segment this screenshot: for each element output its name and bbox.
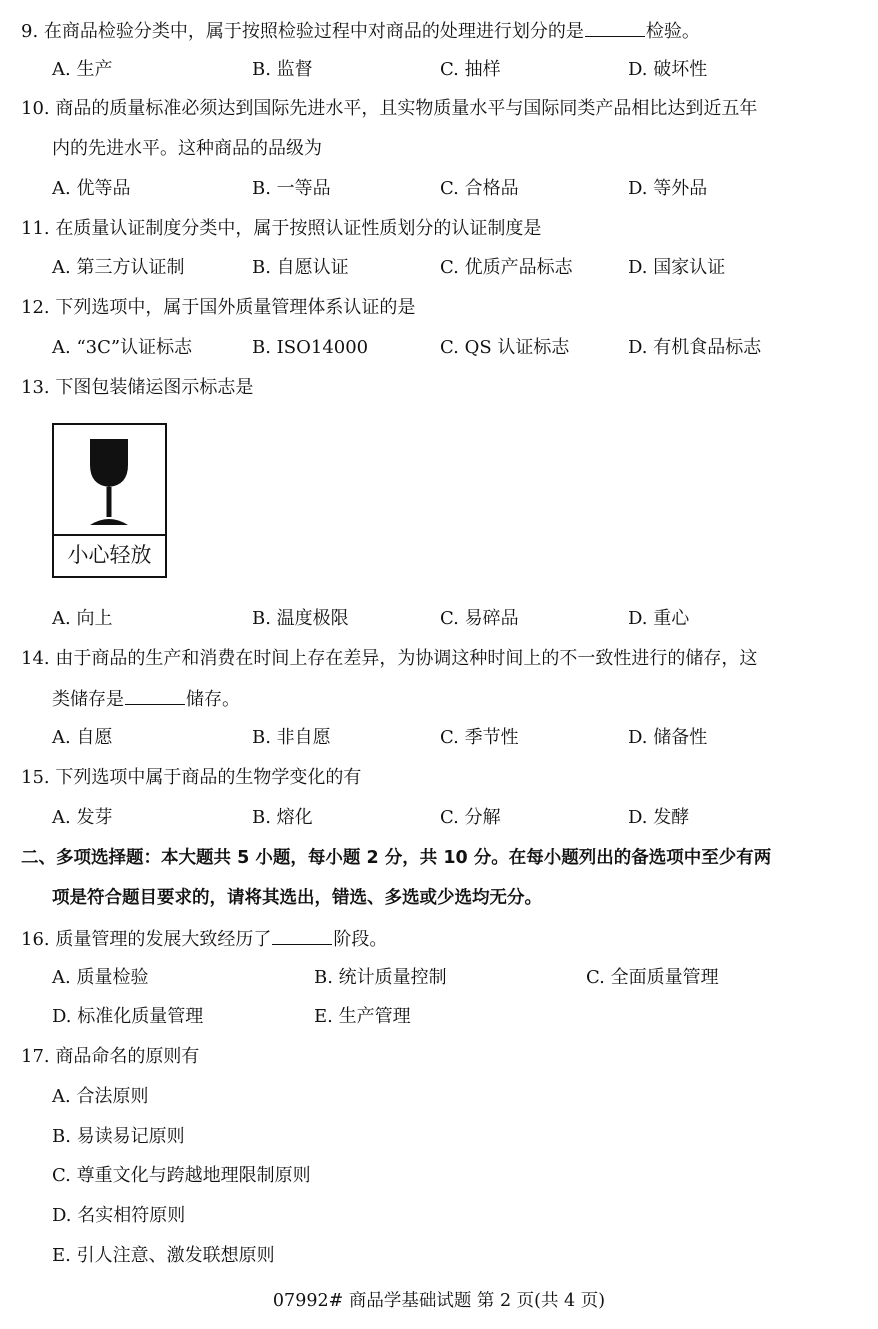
- question-15: 15. 下列选项中属于商品的生物学变化的有: [21, 767, 362, 788]
- page-footer: 07992# 商品学基础试题 第 2 页(共 4 页): [272, 1291, 606, 1311]
- question-14-line1: 14. 由于商品的生产和消费在时间上存在差异，为协调这种时间上的不一致性进行的储存，这: [21, 648, 758, 669]
- option-c: C. 抽样: [440, 59, 501, 80]
- option-d: D. 发酵: [628, 807, 690, 828]
- option-d: D. 等外品: [628, 178, 708, 199]
- question-13: 13. 下图包装储运图示标志是: [21, 377, 254, 398]
- option-a: A. 自愿: [52, 727, 113, 748]
- option-b: B. 温度极限: [252, 608, 349, 629]
- option-b: B. 易读易记原则: [52, 1126, 185, 1147]
- option-b: B. 监督: [252, 59, 313, 80]
- question-17: 17. 商品命名的原则有: [21, 1046, 200, 1067]
- question-16: [21, 926, 387, 952]
- question-11: 11. 在质量认证制度分类中，属于按照认证性质划分的认证制度是: [21, 218, 542, 239]
- option-c: C. 尊重文化与跨越地理限制原则: [52, 1165, 311, 1186]
- question-9-text-end: 检验。: [645, 21, 700, 42]
- fragile-wineglass-icon: [54, 425, 164, 537]
- section-heading-line2: 项是符合题目要求的，请将其选出，错选、多选或少选均无分。: [52, 888, 542, 908]
- option-a: A. 优等品: [52, 178, 131, 199]
- option-b: B. ISO14000: [252, 337, 369, 358]
- option-b: B. 非自愿: [252, 727, 331, 748]
- option-b: B. 自愿认证: [252, 257, 349, 278]
- option-a: A. 发芽: [52, 807, 113, 828]
- option-d: D. 有机食品标志: [628, 337, 762, 358]
- section-heading: 二、多项选择题：本大题共 5 小题，每小题 2 分，共 10 分。在每小题列出的备选项中至少有两: [21, 848, 772, 868]
- answer-blank: [272, 926, 332, 945]
- question-12: 12. 下列选项中，属于国外质量管理体系认证的是: [21, 297, 416, 318]
- option-d: D. 标准化质量管理: [52, 1006, 204, 1027]
- sign-label: 小心轻放: [54, 534, 165, 576]
- option-c: C. QS 认证标志: [440, 337, 570, 358]
- question-9-text: 9. 在商品检验分类中，属于按照检验过程中对商品的处理进行划分的是: [21, 21, 584, 42]
- option-e: E. 生产管理: [314, 1006, 411, 1027]
- option-d: D. 重心: [628, 608, 690, 629]
- option-d: D. 名实相符原则: [52, 1205, 186, 1226]
- question-16-text: 16. 质量管理的发展大致经历了: [21, 929, 272, 950]
- question-9: [21, 18, 700, 44]
- option-a: A. 生产: [52, 59, 113, 80]
- option-a: A. “3C”认证标志: [52, 337, 193, 358]
- option-a: A. 质量检验: [52, 967, 149, 988]
- packaging-sign: [52, 423, 167, 578]
- question-14-text-end: 储存。: [186, 689, 240, 710]
- option-c: C. 全面质量管理: [586, 967, 719, 988]
- option-d: D. 国家认证: [628, 257, 726, 278]
- option-e: E. 引人注意、激发联想原则: [52, 1245, 275, 1266]
- option-c: C. 易碎品: [440, 608, 519, 629]
- option-c: C. 合格品: [440, 178, 519, 199]
- question-14-text: 类储存是: [52, 689, 124, 710]
- option-b: B. 熔化: [252, 807, 313, 828]
- answer-blank: [125, 686, 185, 705]
- option-c: C. 优质产品标志: [440, 257, 573, 278]
- answer-blank: [585, 18, 645, 37]
- option-c: C. 分解: [440, 807, 501, 828]
- question-10-line1: 10. 商品的质量标准必须达到国际先进水平，且实物质量水平与国际同类产品相比达到近五年: [21, 98, 758, 119]
- option-b: B. 一等品: [252, 178, 331, 199]
- question-16-text-end: 阶段。: [333, 929, 388, 950]
- option-a: A. 合法原则: [52, 1086, 149, 1107]
- option-a: A. 第三方认证制: [52, 257, 185, 278]
- option-b: B. 统计质量控制: [314, 967, 447, 988]
- question-10-line2: 内的先进水平。这种商品的品级为: [52, 138, 322, 159]
- option-a: A. 向上: [52, 608, 113, 629]
- question-14-line2: [52, 686, 240, 712]
- option-c: C. 季节性: [440, 727, 519, 748]
- option-d: D. 破坏性: [628, 59, 708, 80]
- option-d: D. 储备性: [628, 727, 708, 748]
